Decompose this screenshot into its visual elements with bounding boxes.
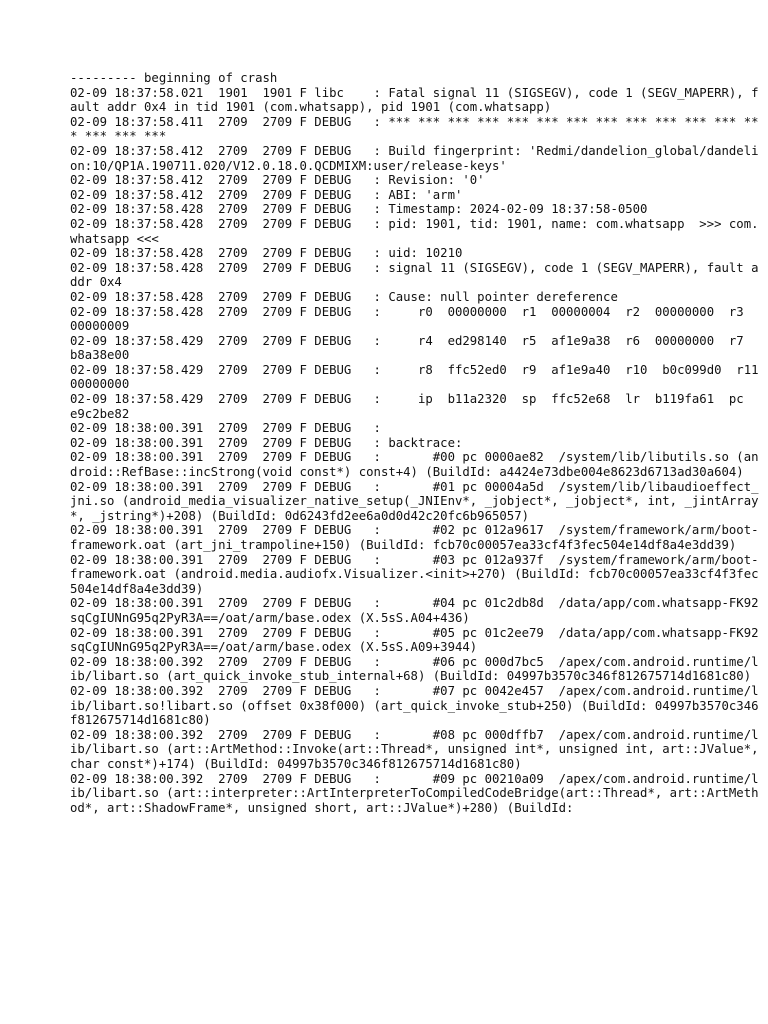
log-line: 02-09 18:37:58.428 2709 2709 F DEBUG : Timestamp: 2024-02-09 18:37:58-0500 bbox=[70, 202, 648, 217]
log-line: 02-09 18:38:00.391 2709 2709 F DEBUG : #03 pc 012a937f /system/framework/arm/boot-framework.oat (android.media.audiofx.Visualizer.<init>+270) (BuildId: fcb70c00057ea33cf4f3fec504e14df8a4e3dd39) bbox=[70, 552, 759, 596]
log-line: 02-09 18:37:58.428 2709 2709 F DEBUG : uid: 10210 bbox=[70, 246, 463, 261]
log-line: 02-09 18:37:58.428 2709 2709 F DEBUG : signal 11 (SIGSEGV), code 1 (SEGV_MAPERR), fault addr 0x4 bbox=[70, 260, 759, 290]
log-line: 02-09 18:37:58.429 2709 2709 F DEBUG : r8 ffc52ed0 r9 af1e9a40 r10 b0c099d0 r11 00000000 bbox=[70, 362, 766, 392]
log-line: 02-09 18:38:00.392 2709 2709 F DEBUG : #06 pc 000d7bc5 /apex/com.android.runtime/lib/libart.so (art_quick_invoke_stub_internal+68) (BuildId: 04997b3570c346f812675714d1681c80) bbox=[70, 654, 759, 684]
log-line: 02-09 18:37:58.428 2709 2709 F DEBUG : pid: 1901, tid: 1901, name: com.whatsapp >>> com.whatsapp <<< bbox=[70, 216, 759, 246]
log-line: 02-09 18:37:58.412 2709 2709 F DEBUG : Revision: '0' bbox=[70, 173, 485, 188]
log-line: 02-09 18:38:00.392 2709 2709 F DEBUG : #08 pc 000dffb7 /apex/com.android.runtime/lib/libart.so (art::ArtMethod::Invoke(art::Thread*, unsigned int*, unsigned int, art::JValue*, char const*)+174) (BuildId: 04997b3570c346f812675714d1681c80) bbox=[70, 727, 766, 771]
log-line: 02-09 18:38:00.392 2709 2709 F DEBUG : #07 pc 0042e457 /apex/com.android.runtime/lib/libart.so!libart.so (offset 0x38f000) (art_quick_invoke_stub+250) (BuildId: 04997b3570c346f812675714d1681c80) bbox=[70, 683, 759, 728]
log-line: 02-09 18:38:00.391 2709 2709 F DEBUG : #00 pc 0000ae82 /system/lib/libutils.so (android::RefBase::incStrong(void const*) const+4) (BuildId: a4424e73dbe004e8623d6713ad30a604) bbox=[70, 450, 759, 480]
log-line: 02-09 18:37:58.429 2709 2709 F DEBUG : r4 ed298140 r5 af1e9a38 r6 00000000 r7 b8a38e00 bbox=[70, 333, 759, 363]
log-line: 02-09 18:38:00.391 2709 2709 F DEBUG : bbox=[70, 421, 381, 436]
log-line: 02-09 18:37:58.411 2709 2709 F DEBUG : *** *** *** *** *** *** *** *** *** *** *** *** *** *** *** *** bbox=[70, 114, 759, 144]
log-line: 02-09 18:37:58.428 2709 2709 F DEBUG : r0 00000000 r1 00000004 r2 00000000 r3 00000009 bbox=[70, 304, 759, 334]
log-line: 02-09 18:37:58.428 2709 2709 F DEBUG : Cause: null pointer dereference bbox=[70, 289, 618, 304]
log-line: 02-09 18:37:58.412 2709 2709 F DEBUG : ABI: 'arm' bbox=[70, 187, 463, 202]
log-line: 02-09 18:37:58.412 2709 2709 F DEBUG : Build fingerprint: 'Redmi/dandelion_global/dandelion:10/QP1A.190711.020/V12.0.18.0.QCDMIXM:user/release-keys' bbox=[70, 143, 759, 173]
log-line: 02-09 18:38:00.391 2709 2709 F DEBUG : #05 pc 01c2ee79 /data/app/com.whatsapp-FK92sqCgIUNnG95q2PyR3A==/oat/arm/base.odex (X.5sS.A09+3944) bbox=[70, 625, 759, 655]
log-line: 02-09 18:37:58.021 1901 1901 F libc : Fatal signal 11 (SIGSEGV), code 1 (SEGV_MAPERR), fault addr 0x4 in tid 1901 (com.whatsapp), pid 1901 (com.whatsapp) bbox=[70, 85, 759, 115]
log-line: 02-09 18:37:58.429 2709 2709 F DEBUG : ip b11a2320 sp ffc52e68 lr b119fa61 pc e9c2be82 bbox=[70, 392, 759, 421]
log-line: 02-09 18:38:00.391 2709 2709 F DEBUG : #01 pc 00004a5d /system/lib/libaudioeffect_jni.so (android_media_visualizer_native_setup(_JNIEnv*, _jobject*, _jobject*, int, _jintArray*, _jstring*)+208) (BuildId: 0d6243fd2ee6a0d0d42c20fc6b965057) bbox=[70, 479, 759, 523]
log-line: 02-09 18:38:00.391 2709 2709 F DEBUG : backtrace: bbox=[70, 435, 463, 450]
log-line: 02-09 18:38:00.392 2709 2709 F DEBUG : #09 pc 00210a09 /apex/com.android.runtime/lib/libart.so (art::interpreter::ArtInterpreterToCompiledCodeBridge(art::Thread*, art::ArtMethod*, art::ShadowFrame*, unsigned short, art::JValue*)+280) (BuildId: bbox=[70, 771, 759, 815]
log-line: 02-09 18:38:00.391 2709 2709 F DEBUG : #04 pc 01c2db8d /data/app/com.whatsapp-FK92sqCgIUNnG95q2PyR3A==/oat/arm/base.odex (X.5sS.A04+436) bbox=[70, 596, 759, 625]
log-line: --------- beginning of crash bbox=[70, 71, 278, 85]
log-line: 02-09 18:38:00.391 2709 2709 F DEBUG : #02 pc 012a9617 /system/framework/arm/boot-framework.oat (art_jni_trampoline+150) (BuildId: fcb70c00057ea33cf4f3fec504e14df8a4e3dd39) bbox=[70, 523, 759, 552]
crash-log-document bbox=[70, 71, 766, 815]
